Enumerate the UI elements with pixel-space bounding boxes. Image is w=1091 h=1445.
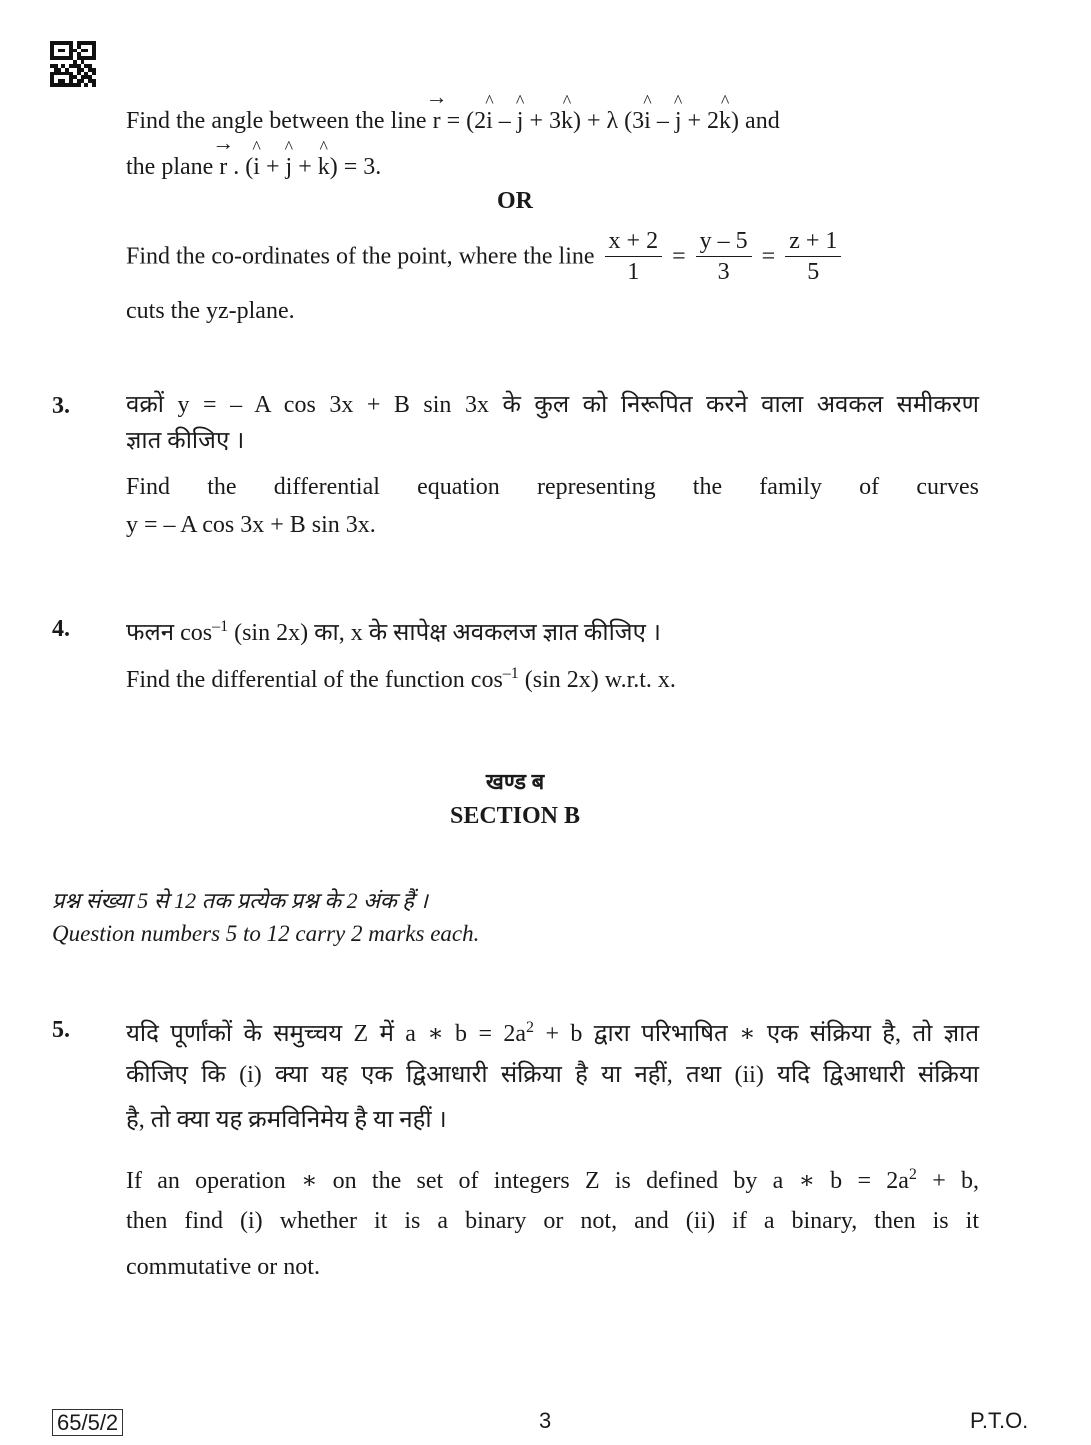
unit-i: ^ i [253,144,260,190]
vector-r: → r [433,98,441,144]
or-label: OR [497,188,533,214]
page-number: 3 [539,1408,552,1433]
fraction-x: $\frac{x + 2}{1}$ [605,226,663,287]
section-note: Question numbers 5 to 12 carry 2 marks each. [52,921,480,946]
unit-j: ^ j [517,98,524,144]
q5-number: 5. [52,1017,70,1043]
unit-k: ^ k [561,98,573,144]
q4-number: 4. [52,616,70,642]
q2-line2: the plane → r . (^ i + ^ j + ^ k) = 3. [126,144,381,190]
qr-code-icon [50,41,96,87]
q5-hindi-line2: कीजिए कि (i) क्या यह एक द्विआधारी संक्रिया है या नहीं, तथा (ii) यदि द्विआधारी संक्रिया [126,1062,979,1088]
unit-k: ^ k [318,144,330,190]
unit-i: ^ i [644,98,651,144]
unit-j: ^ j [286,144,293,190]
fraction-y: $\frac{y - 5}{3}$ [696,226,752,287]
fraction-z: $\frac{z + 1}{5}$ [785,226,841,287]
q4-hindi: फलन $\cos^{-1} (\sin$ 2x) का, x के सापेक्ष अवकलज ज्ञात कीजिए । [126,618,661,646]
paper-code: 65/5/2 [52,1410,123,1436]
section-title-hindi: खण्ड ब [485,769,545,794]
vector-r: → r [219,144,227,190]
q5-hindi-line1: यदि पूर्णांकों के समुच्चय Z में a ∗ $b = 2a^2 + b$ द्वारा परिभाषित ∗ एक संक्रिया है, तो ज्ञात [126,1019,980,1047]
q3-english-line1: Find the differential equation representing the family of curves [126,474,979,500]
q5-hindi-line3: है, तो क्या यह क्रमविनिमेय है या नहीं । [126,1107,447,1133]
q3-hindi-line1: वक्रों y = – A cos 3x + B sin 3x के कुल को निरूपित करने वाला अवकल समीकरण [126,392,979,418]
q4-english: Find the differential of the function $\cos^{-1} (\sin$ 2x) w.r.t. x. [126,665,676,693]
q2-line1: Find the angle between the line → r = (2^ i – ^ j + 3^ k) + λ (3^ i – ^ j + 2^ k) and [126,98,986,144]
q3-hindi-line2: ज्ञात कीजिए । [126,428,245,454]
section-note-hindi: प्रश्न संख्या 5 से 12 तक प्रत्येक प्रश्न के 2 अंक हैं । [52,888,428,913]
unit-i: ^ i [486,98,493,144]
q2-alt-line1: Find the co-ordinates of the point, where the line $\frac{x + 2}{1}$ = $\frac{y - 5}{3}$ = $\frac{z + 1}{5}$ [126,226,986,287]
q5-english-line3: commutative or not. [126,1254,320,1280]
pto-label: P.T.O. [970,1408,1029,1433]
unit-j: ^ j [675,98,682,144]
unit-k: ^ k [719,98,731,144]
section-title: SECTION B [449,803,581,829]
q5-english-line2: then find (i) whether it is a binary or not, and (ii) if a binary, then is it [126,1208,979,1234]
q3-english-line2: y = – A cos 3x + B sin 3x. [126,512,376,538]
q3-number: 3. [52,393,70,419]
q5-english-line1: If an operation ∗ on the set of integers Z is defined by a ∗ $b = 2a^2 + b$, [126,1166,980,1194]
q2-alt-line2: cuts the yz-plane. [126,298,295,324]
